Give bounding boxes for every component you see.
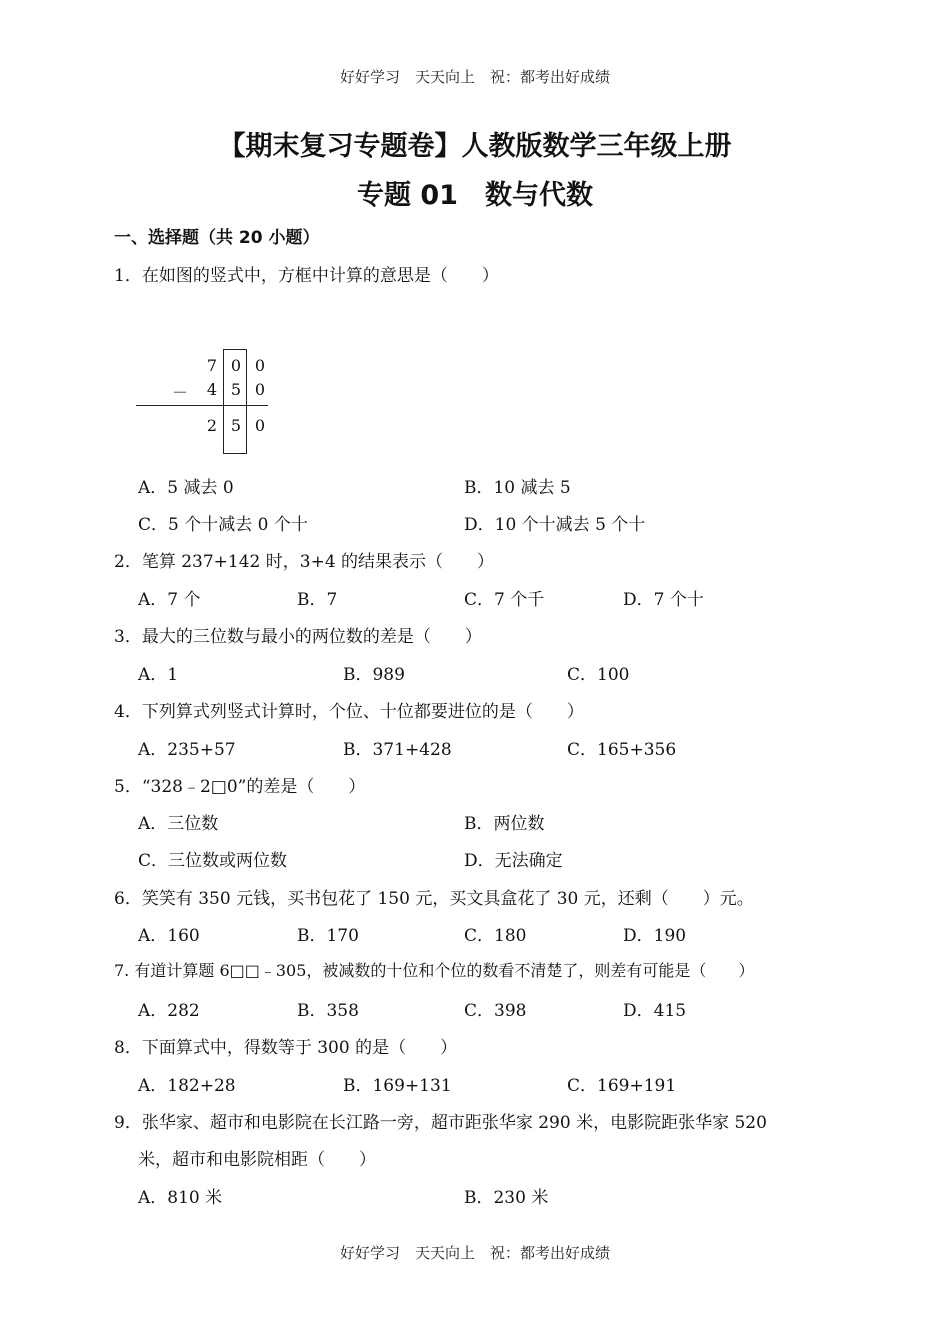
page-subtitle: 专题 01 数与代数	[357, 180, 593, 211]
question-9: 9．张华家、超市和电影院在长江路一旁，超市距张华家 290 米，电影院距张华家 520	[114, 1113, 767, 1133]
option: D．190	[623, 926, 687, 946]
minus-sign: －	[171, 383, 188, 402]
option: C．7 个千	[464, 590, 545, 610]
digit: 2	[206, 416, 218, 435]
option: B．7	[297, 590, 338, 610]
question-3: 3．最大的三位数与最小的两位数的差是（ ）	[114, 627, 482, 647]
digit: 0	[230, 356, 242, 375]
option: C．100	[567, 665, 630, 685]
option: A．5 减去 0	[138, 478, 234, 498]
option: A．282	[138, 1001, 200, 1021]
option: B．371+428	[343, 740, 452, 760]
option: C．三位数或两位数	[138, 851, 288, 871]
page-footer: 好好学习 天天向上 祝：都考出好成绩	[339, 1244, 610, 1262]
question-9-continuation: 米，超市和电影院相距（ ）	[138, 1150, 376, 1170]
option: B．169+131	[343, 1076, 452, 1096]
option: A．三位数	[138, 814, 219, 834]
option: D．7 个十	[623, 590, 704, 610]
page-title: 【期末复习专题卷】人教版数学三年级上册	[218, 131, 732, 162]
option: B．10 减去 5	[464, 478, 571, 498]
question-6: 6．笑笑有 350 元钱，买书包花了 150 元，买文具盒花了 30 元，还剩（ ）元。	[114, 889, 754, 909]
option: A．1	[138, 665, 179, 685]
vertical-subtraction-figure	[130, 347, 280, 457]
option: A．810 米	[138, 1188, 223, 1208]
digit: 4	[206, 380, 218, 399]
option: B．两位数	[464, 814, 545, 834]
option: C．180	[464, 926, 527, 946]
option: A．182+28	[138, 1076, 236, 1096]
option: B．358	[297, 1001, 359, 1021]
option: D．415	[623, 1001, 687, 1021]
digit: 0	[254, 356, 266, 375]
question-8: 8．下面算式中，得数等于 300 的是（ ）	[114, 1038, 458, 1058]
question-7: 7. 有道计算题 6□□﹣305，被减数的十位和个位的数看不清楚了，则差有可能是（ ）	[114, 961, 755, 980]
option: D．无法确定	[464, 851, 563, 871]
option: B．170	[297, 926, 359, 946]
option: B．989	[343, 665, 405, 685]
digit: 0	[254, 380, 266, 399]
question-4: 4．下列算式列竖式计算时，个位、十位都要进位的是（ ）	[114, 702, 584, 722]
digit: 5	[230, 380, 242, 399]
option: A．7 个	[138, 590, 201, 610]
digit: 5	[230, 416, 242, 435]
page-header: 好好学习 天天向上 祝：都考出好成绩	[339, 68, 610, 86]
digit: 7	[206, 356, 218, 375]
option: B．230 米	[464, 1188, 549, 1208]
option: C．398	[464, 1001, 527, 1021]
option: C．5 个十减去 0 个十	[138, 515, 308, 535]
option: D．10 个十减去 5 个十	[464, 515, 646, 535]
digit: 0	[254, 416, 266, 435]
option: A．235+57	[138, 740, 236, 760]
question-5: 5．“328﹣2□0”的差是（ ）	[114, 777, 366, 797]
option: C．165+356	[567, 740, 677, 760]
question-2: 2．笔算 237+142 时，3+4 的结果表示（ ）	[114, 552, 495, 572]
option: C．169+191	[567, 1076, 677, 1096]
highlight-box	[223, 349, 247, 454]
question-1: 1．在如图的竖式中，方框中计算的意思是（ ）	[114, 266, 499, 286]
section-heading: 一、选择题（共 20 小题）	[114, 228, 320, 248]
calc-divider-line	[136, 405, 268, 406]
option: A．160	[138, 926, 200, 946]
